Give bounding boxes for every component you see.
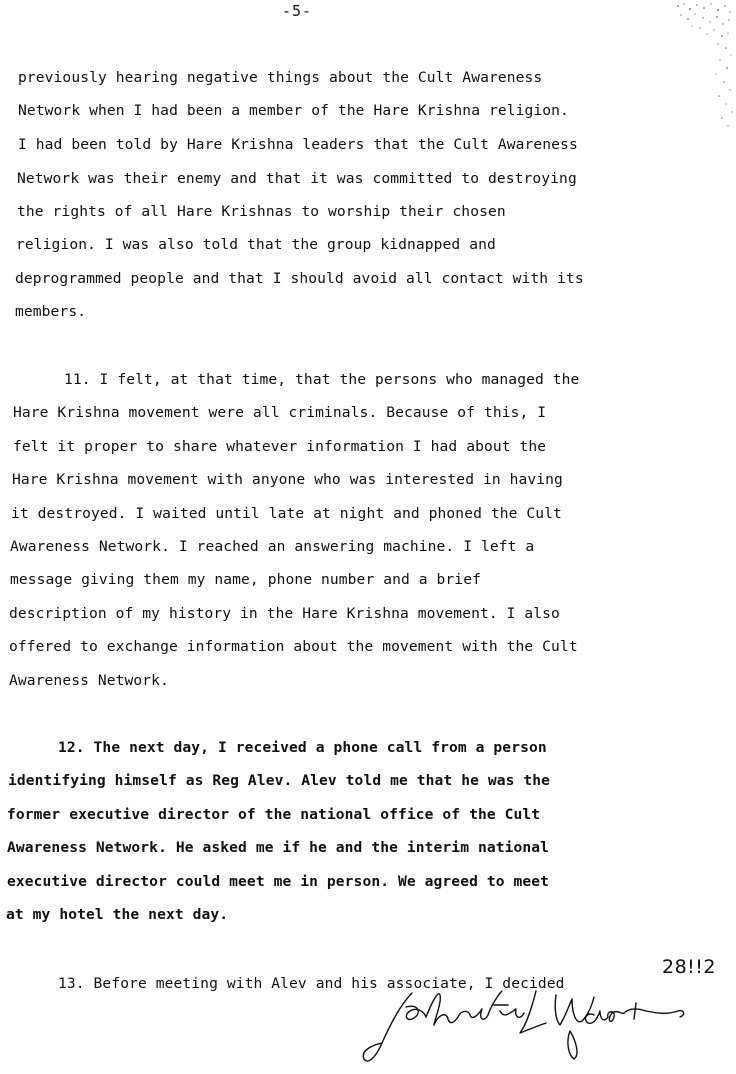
scan-noise-speckle	[670, 0, 736, 140]
handwritten-signature	[360, 985, 690, 1070]
paragraph-11-line: Awareness Network.	[9, 672, 169, 689]
paragraph-12-line: identifying himself as Reg Alev. Alev told me that he was the	[8, 772, 551, 789]
paragraph-12-line: at my hotel the next day.	[6, 906, 229, 923]
paragraph-12-line: executive director could meet me in person. We agreed to meet	[7, 873, 550, 890]
paragraph-11-line: offered to exchange information about the movement with the Cult	[9, 638, 578, 655]
bates-number: 28!!2	[662, 956, 716, 978]
page-number: -5-	[282, 2, 313, 20]
paragraph-11-line: Awareness Network. I reached an answering machine. I left a	[10, 538, 535, 555]
paragraph-11-line: Hare Krishna movement with anyone who was interested in having	[12, 471, 563, 488]
paragraph-10-line: previously hearing negative things about the Cult Awareness	[18, 69, 543, 86]
paragraph-11-line: description of my history in the Hare Krishna movement. I also	[9, 605, 560, 622]
paragraph-12-line: Awareness Network. He asked me if he and the interim national	[7, 839, 550, 856]
paragraph-10-line: religion. I was also told that the group kidnapped and	[16, 236, 496, 253]
paragraph-13-line: 13. Before meeting with Alev and his associate, I decided	[58, 975, 565, 992]
paragraph-12-line: former executive director of the national office of the Cult	[7, 806, 541, 823]
paragraph-11-line: 11. I felt, at that time, that the persons who managed the	[64, 371, 580, 388]
paragraph-10-line: I had been told by Hare Krishna leaders that the Cult Awareness	[18, 136, 578, 153]
paragraph-11-line: felt it proper to share whatever information I had about the	[13, 438, 547, 455]
paragraph-11-line: Hare Krishna movement were all criminals. Because of this, I	[13, 404, 547, 421]
paragraph-11-line: it destroyed. I waited until late at night and phoned the Cult	[11, 505, 562, 522]
paragraph-10-line: members.	[15, 303, 87, 320]
paragraph-12-line: 12. The next day, I received a phone call from a person	[58, 739, 547, 756]
paragraph-10-line: deprogrammed people and that I should avoid all contact with its	[15, 270, 584, 287]
paragraph-10-line: the rights of all Hare Krishnas to worship their chosen	[17, 203, 506, 220]
paragraph-11-line: message giving them my name, phone number and a brief	[10, 571, 481, 588]
paragraph-10-line: Network was their enemy and that it was committed to destroying	[17, 170, 577, 187]
paragraph-10-line: Network when I had been a member of the Hare Krishna religion.	[18, 102, 569, 119]
